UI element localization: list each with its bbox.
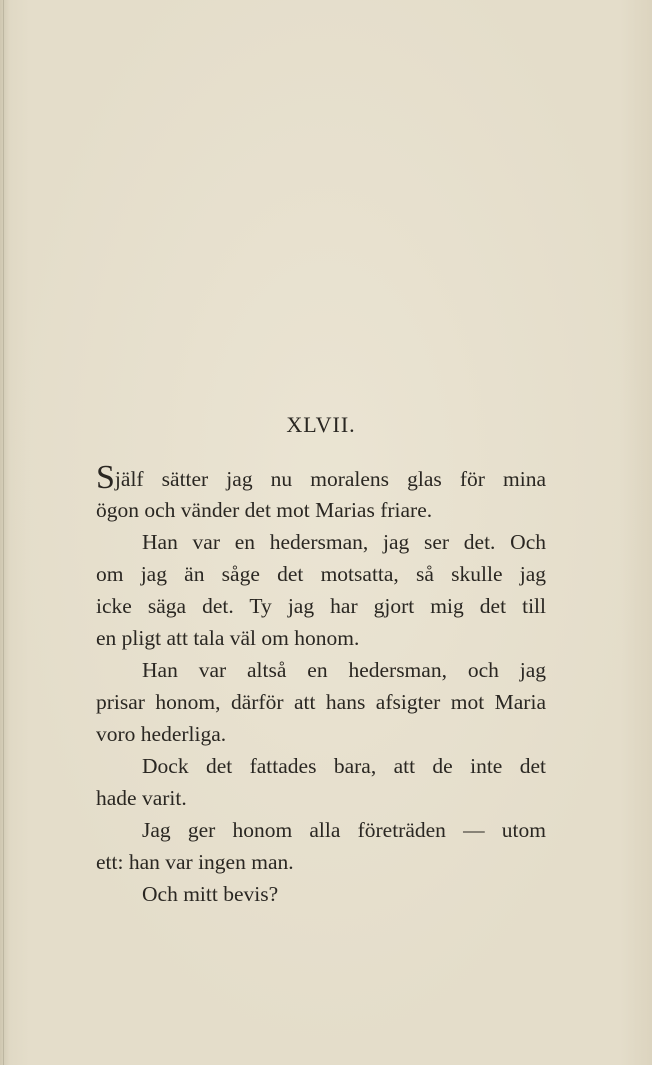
text-line-5: icke säga det. Ty jag har gjort mig det till <box>96 594 546 618</box>
text-line-13: ett: han var ingen man. <box>96 850 294 874</box>
text-line-4: om jag än såge det motsatta, så skulle jag <box>96 562 546 586</box>
text-line-7: Han var altså en hedersman, och jag <box>142 658 546 682</box>
text-line-8: prisar honom, därför att hans afsigter mot Maria <box>96 690 546 714</box>
chapter-heading: XLVII. <box>286 412 356 437</box>
text-line-1-rest: jälf sätter jag nu moralens glas för mina <box>114 467 546 491</box>
text-line-6: en pligt att tala väl om honom. <box>96 626 360 650</box>
page-edge <box>3 0 4 1065</box>
text-line-10: Dock det fattades bara, att de inte det <box>142 754 546 778</box>
text-line-1 <box>96 459 546 496</box>
text-line-9: voro hederliga. <box>96 722 227 746</box>
text-line-11: hade varit. <box>96 786 187 810</box>
text-line-14: Och mitt bevis? <box>142 882 279 906</box>
initial-letter: S <box>96 459 115 496</box>
text-line-2: ögon och vänder det mot Marias friare. <box>96 498 433 522</box>
text-line-12: Jag ger honom alla företräden — utom <box>142 818 546 842</box>
text-line-3: Han var en hedersman, jag ser det. Och <box>142 530 546 554</box>
